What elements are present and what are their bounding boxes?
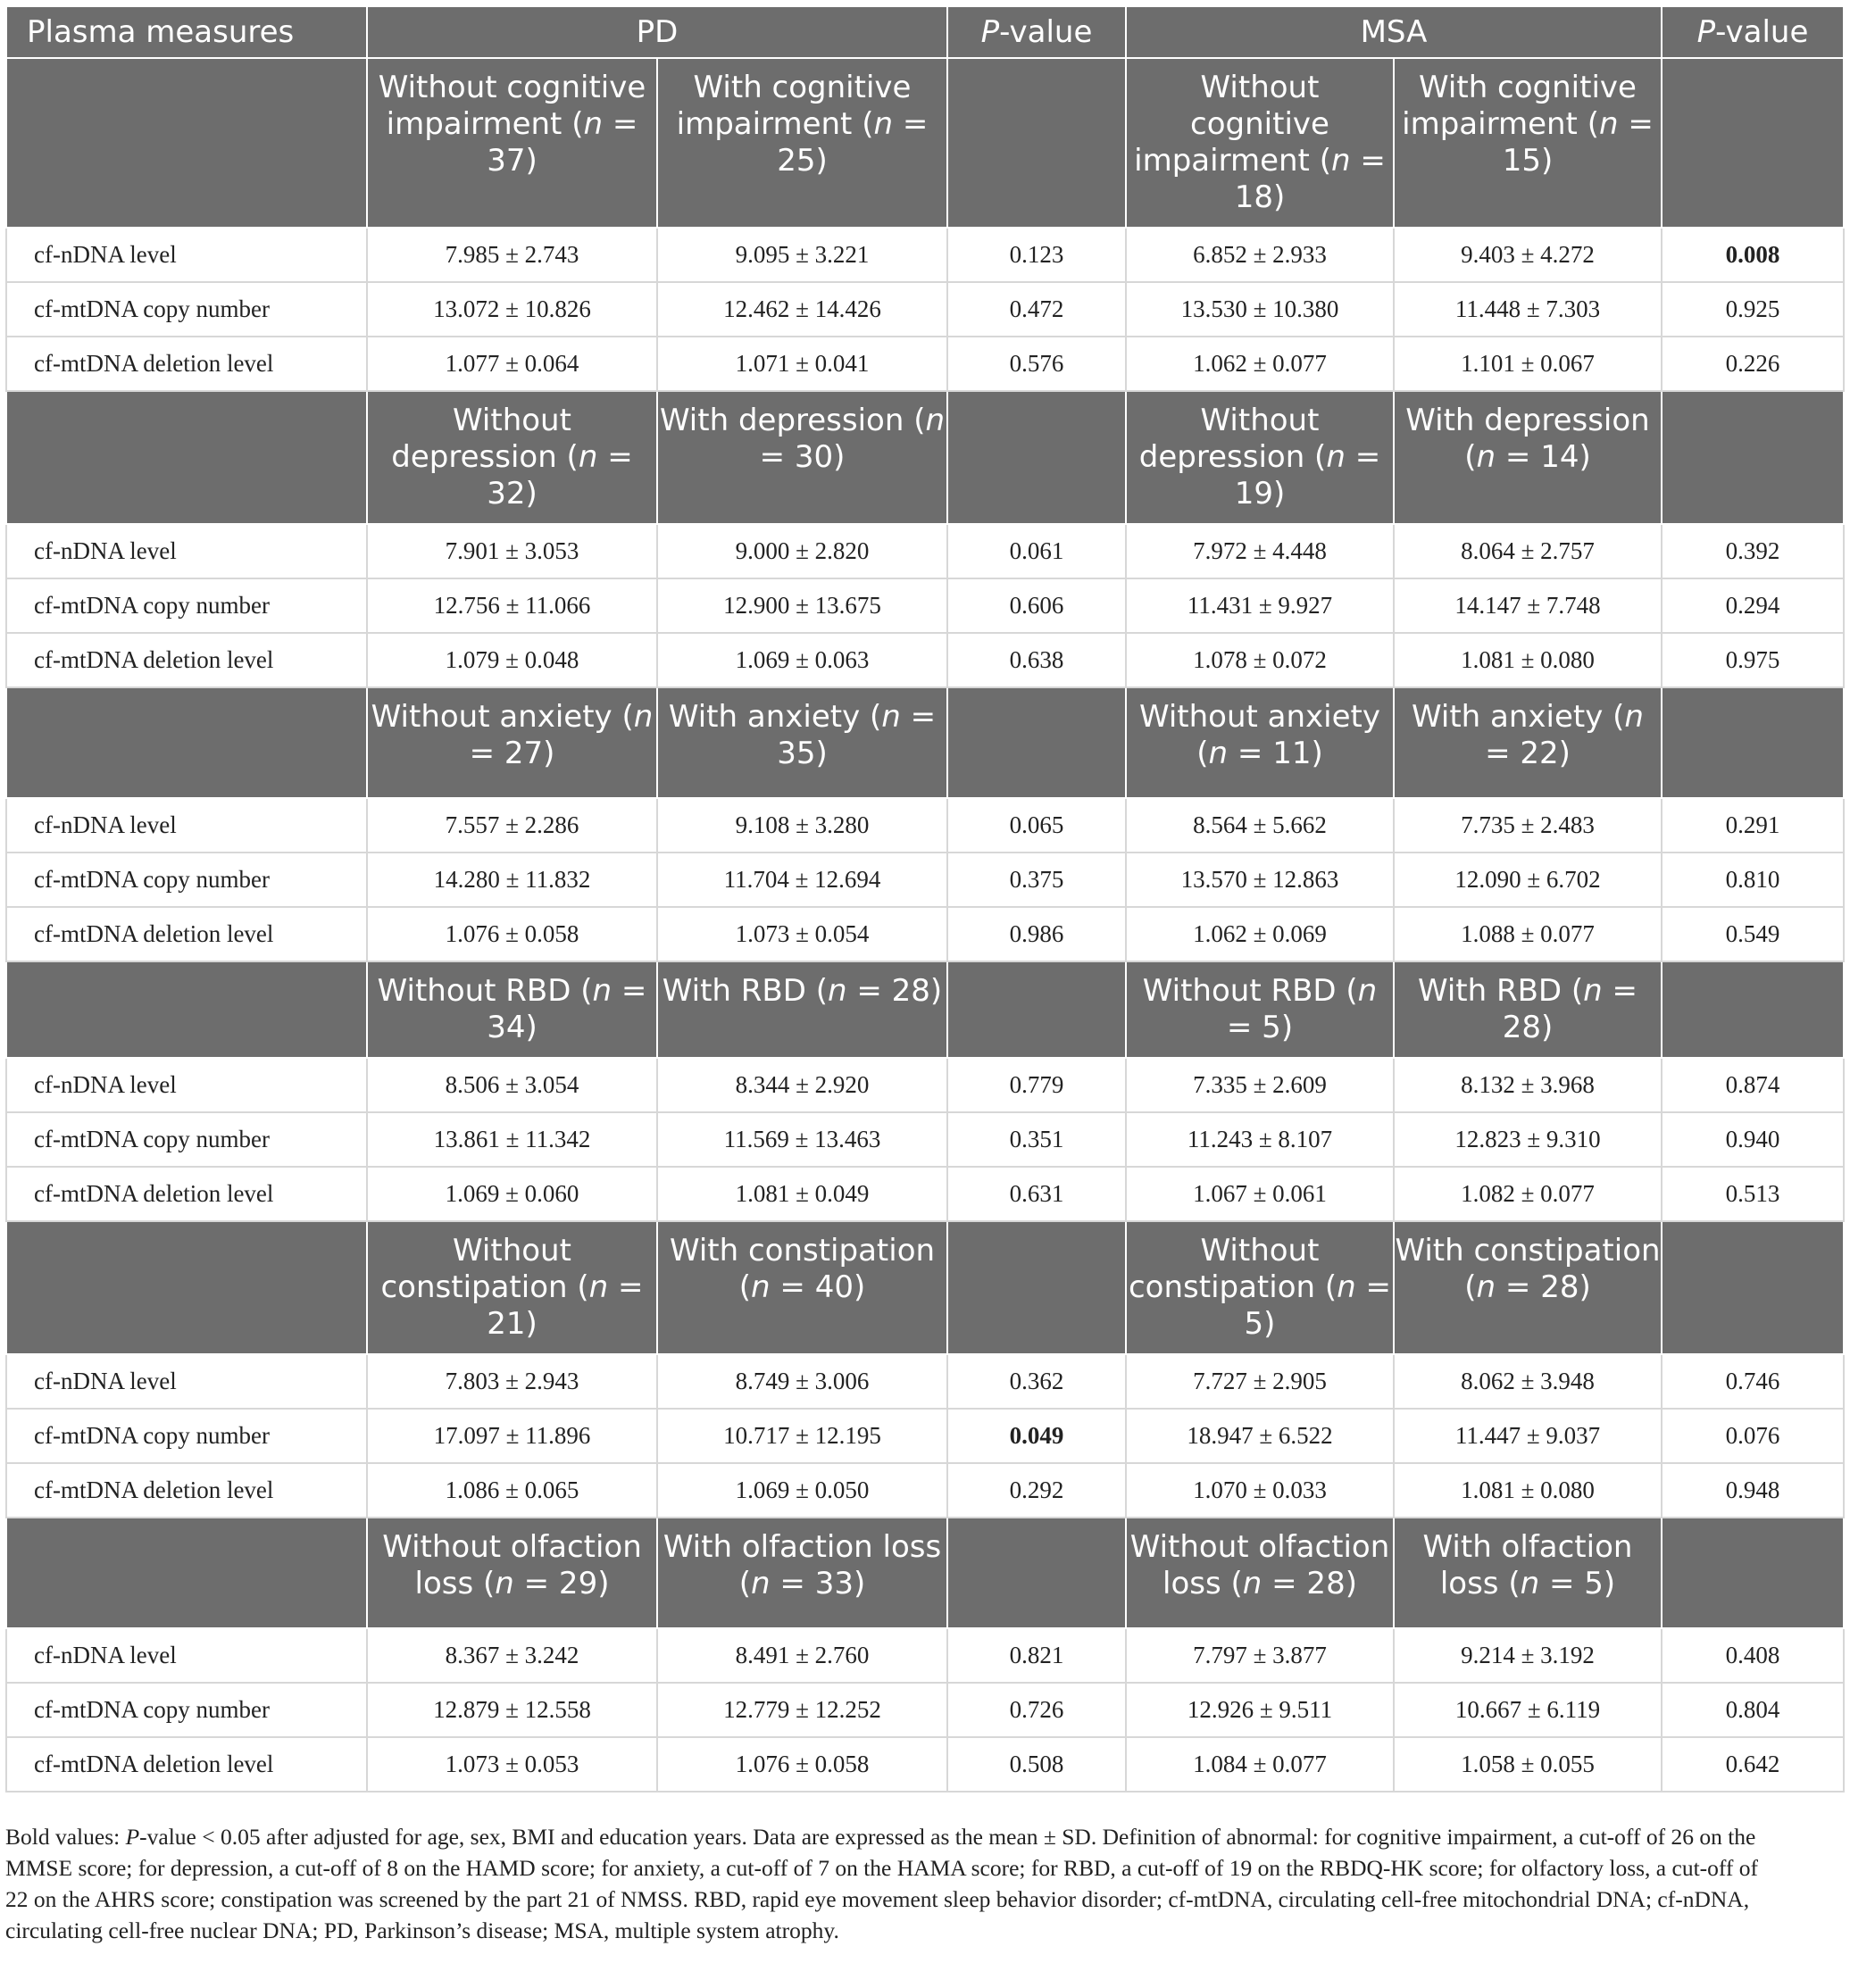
footnote-line-3: 22 on the AHRS score; constipation was screened by the part 21 of NMSS. RBD, rapid eye movement sleep behavior disorder; cf-mtDNA, circulating cell-free mitochondrial DNA; cf-nDNA, [5, 1886, 1750, 1912]
subheader-empty [947, 58, 1126, 228]
subheader-msa-without: Without RBD (n = 5) [1126, 961, 1394, 1058]
cell-msa-p: 0.940 [1662, 1112, 1844, 1167]
table-row [6, 633, 1844, 687]
subheader-empty [1662, 961, 1844, 1058]
subheader-msa-with: With depression (n = 14) [1394, 391, 1662, 524]
cell-pd-with: 9.095 ± 3.221 [657, 228, 947, 282]
group-subheader-row [6, 687, 1844, 798]
row-label: cf-nDNA level [6, 524, 367, 578]
row-label: cf-mtDNA deletion level [6, 907, 367, 961]
cell-msa-p: 0.549 [1662, 907, 1844, 961]
cell-pd-without: 7.803 ± 2.943 [367, 1354, 657, 1409]
cell-pd-p: 0.049 [947, 1409, 1126, 1463]
row-label: cf-nDNA level [6, 798, 367, 853]
cell-pd-without: 8.367 ± 3.242 [367, 1628, 657, 1683]
cell-msa-p: 0.392 [1662, 524, 1844, 578]
cell-msa-without: 1.067 ± 0.061 [1126, 1167, 1394, 1221]
table-row [6, 907, 1844, 961]
subheader-empty [6, 687, 367, 798]
row-label: cf-mtDNA copy number [6, 1683, 367, 1737]
cell-pd-with: 1.069 ± 0.050 [657, 1463, 947, 1518]
cell-pd-without: 13.072 ± 10.826 [367, 282, 657, 337]
cell-pd-with: 8.491 ± 2.760 [657, 1628, 947, 1683]
cell-msa-without: 13.530 ± 10.380 [1126, 282, 1394, 337]
pvalue-rest: -value [999, 13, 1093, 50]
cell-msa-with: 1.081 ± 0.080 [1394, 1463, 1662, 1518]
cell-pd-with: 12.779 ± 12.252 [657, 1683, 947, 1737]
subheader-empty [947, 1221, 1126, 1354]
cell-msa-with: 1.082 ± 0.077 [1394, 1167, 1662, 1221]
cell-pd-p: 0.472 [947, 282, 1126, 337]
cell-pd-with: 1.081 ± 0.049 [657, 1167, 947, 1221]
cell-msa-p: 0.746 [1662, 1354, 1844, 1409]
cell-msa-p: 0.874 [1662, 1058, 1844, 1112]
cell-msa-without: 13.570 ± 12.863 [1126, 853, 1394, 907]
cell-pd-without: 1.079 ± 0.048 [367, 633, 657, 687]
table-row [6, 1463, 1844, 1518]
cell-msa-with: 7.735 ± 2.483 [1394, 798, 1662, 853]
row-label: cf-mtDNA copy number [6, 282, 367, 337]
subheader-msa-without: Without cognitive impairment (n = 18) [1126, 58, 1394, 228]
cell-msa-without: 7.972 ± 4.448 [1126, 524, 1394, 578]
cell-msa-with: 1.058 ± 0.055 [1394, 1737, 1662, 1792]
cell-msa-without: 18.947 ± 6.522 [1126, 1409, 1394, 1463]
row-label: cf-nDNA level [6, 228, 367, 282]
footnote-line-1-text: Bold values: P-value < 0.05 after adjusted for age, sex, BMI and education years. Data are expressed as the mean ± SD. Definition of abnormal: for cognitive impairment, a cut-off of 26 on the [5, 1824, 1756, 1850]
table-row [6, 282, 1844, 337]
cell-pd-without: 12.879 ± 12.558 [367, 1683, 657, 1737]
cell-msa-without: 12.926 ± 9.511 [1126, 1683, 1394, 1737]
row-label: cf-mtDNA copy number [6, 853, 367, 907]
cell-pd-without: 1.076 ± 0.058 [367, 907, 657, 961]
cell-pd-with: 1.069 ± 0.063 [657, 633, 947, 687]
cell-msa-with: 12.823 ± 9.310 [1394, 1112, 1662, 1167]
cell-msa-p: 0.513 [1662, 1167, 1844, 1221]
table-row [6, 337, 1844, 391]
table-row [6, 228, 1844, 282]
cell-msa-p: 0.810 [1662, 853, 1844, 907]
table-row [6, 524, 1844, 578]
cell-pd-p: 0.123 [947, 228, 1126, 282]
subheader-empty [6, 961, 367, 1058]
cell-pd-p: 0.631 [947, 1167, 1126, 1221]
subheader-empty [1662, 1518, 1844, 1628]
subheader-pd-without: Without constipation (n = 21) [367, 1221, 657, 1354]
cell-pd-with: 8.749 ± 3.006 [657, 1354, 947, 1409]
subheader-empty [1662, 391, 1844, 524]
group-subheader-row [6, 391, 1844, 524]
subheader-empty [6, 58, 367, 228]
cell-msa-with: 8.132 ± 3.968 [1394, 1058, 1662, 1112]
group-subheader-row [6, 961, 1844, 1058]
cell-pd-p: 0.362 [947, 1354, 1126, 1409]
cell-msa-p: 0.294 [1662, 578, 1844, 633]
subheader-pd-without: Without anxiety (n = 27) [367, 687, 657, 798]
cell-pd-without: 13.861 ± 11.342 [367, 1112, 657, 1167]
subheader-empty [1662, 687, 1844, 798]
subheader-pd-with: With constipation (n = 40) [657, 1221, 947, 1354]
footnote-line-4: circulating cell-free nuclear DNA; PD, Parkinson’s disease; MSA, multiple system atrophy. [5, 1917, 839, 1943]
table-header-row [6, 6, 1844, 58]
header-pd: PD [367, 6, 947, 58]
footnote-line-2: MMSE score; for depression, a cut-off of 8 on the HAMD score; for anxiety, a cut-off of 7 on the HAMA score; for RBD, a cut-off of 19 on the RBDQ-HK score; for olfactory loss, a cut-off of [5, 1855, 1759, 1881]
cell-msa-without: 1.078 ± 0.072 [1126, 633, 1394, 687]
cell-msa-p: 0.408 [1662, 1628, 1844, 1683]
footnote-line-1 [5, 1821, 1843, 1852]
table-container [5, 5, 1843, 1793]
cell-pd-without: 1.086 ± 0.065 [367, 1463, 657, 1518]
row-label: cf-mtDNA copy number [6, 578, 367, 633]
subheader-empty [6, 391, 367, 524]
row-label: cf-mtDNA copy number [6, 1112, 367, 1167]
cell-pd-p: 0.726 [947, 1683, 1126, 1737]
subheader-pd-without: Without cognitive impairment (n = 37) [367, 58, 657, 228]
cell-msa-p: 0.076 [1662, 1409, 1844, 1463]
cell-msa-without: 7.797 ± 3.877 [1126, 1628, 1394, 1683]
subheader-pd-with: With RBD (n = 28) [657, 961, 947, 1058]
subheader-empty [6, 1221, 367, 1354]
subheader-empty [947, 687, 1126, 798]
cell-pd-with: 1.076 ± 0.058 [657, 1737, 947, 1792]
pvalue-italic-p: P [980, 13, 1000, 50]
cell-msa-p: 0.291 [1662, 798, 1844, 853]
cell-pd-p: 0.061 [947, 524, 1126, 578]
subheader-empty [947, 961, 1126, 1058]
cell-pd-p: 0.292 [947, 1463, 1126, 1518]
plasma-measures-table [5, 5, 1845, 1793]
cell-msa-without: 8.564 ± 5.662 [1126, 798, 1394, 853]
subheader-pd-with: With olfaction loss (n = 33) [657, 1518, 947, 1628]
cell-msa-without: 1.062 ± 0.077 [1126, 337, 1394, 391]
header-msa-pvalue [1662, 6, 1844, 58]
header-plasma-measures: Plasma measures [6, 6, 367, 58]
row-label: cf-mtDNA deletion level [6, 1463, 367, 1518]
row-label: cf-mtDNA deletion level [6, 337, 367, 391]
subheader-msa-with: With olfaction loss (n = 5) [1394, 1518, 1662, 1628]
group-subheader-row [6, 1518, 1844, 1628]
row-label: cf-mtDNA deletion level [6, 1167, 367, 1221]
cell-msa-without: 1.084 ± 0.077 [1126, 1737, 1394, 1792]
cell-msa-p: 0.008 [1662, 228, 1844, 282]
cell-msa-with: 1.081 ± 0.080 [1394, 633, 1662, 687]
table-row [6, 578, 1844, 633]
cell-msa-without: 7.335 ± 2.609 [1126, 1058, 1394, 1112]
table-row [6, 1737, 1844, 1792]
subheader-empty [947, 1518, 1126, 1628]
cell-msa-without: 1.070 ± 0.033 [1126, 1463, 1394, 1518]
header-msa: MSA [1126, 6, 1662, 58]
subheader-msa-with: With RBD (n = 28) [1394, 961, 1662, 1058]
cell-pd-without: 14.280 ± 11.832 [367, 853, 657, 907]
table-row [6, 1058, 1844, 1112]
cell-pd-with: 1.071 ± 0.041 [657, 337, 947, 391]
subheader-msa-with: With cognitive impairment (n = 15) [1394, 58, 1662, 228]
cell-msa-with: 8.062 ± 3.948 [1394, 1354, 1662, 1409]
subheader-empty [947, 391, 1126, 524]
row-label: cf-mtDNA deletion level [6, 633, 367, 687]
group-subheader-row [6, 58, 1844, 228]
table-row [6, 853, 1844, 907]
table-row [6, 1112, 1844, 1167]
cell-msa-without: 7.727 ± 2.905 [1126, 1354, 1394, 1409]
cell-msa-with: 9.403 ± 4.272 [1394, 228, 1662, 282]
pvalue-italic-p: P [1696, 13, 1716, 50]
subheader-empty [6, 1518, 367, 1628]
subheader-pd-without: Without depression (n = 32) [367, 391, 657, 524]
cell-pd-p: 0.065 [947, 798, 1126, 853]
cell-pd-without: 8.506 ± 3.054 [367, 1058, 657, 1112]
cell-pd-without: 1.069 ± 0.060 [367, 1167, 657, 1221]
subheader-msa-without: Without constipation (n = 5) [1126, 1221, 1394, 1354]
cell-msa-p: 0.975 [1662, 633, 1844, 687]
table-footnote [5, 1821, 1843, 1946]
cell-msa-without: 11.243 ± 8.107 [1126, 1112, 1394, 1167]
cell-msa-p: 0.226 [1662, 337, 1844, 391]
cell-pd-p: 0.351 [947, 1112, 1126, 1167]
cell-msa-with: 9.214 ± 3.192 [1394, 1628, 1662, 1683]
cell-pd-with: 12.462 ± 14.426 [657, 282, 947, 337]
cell-pd-with: 12.900 ± 13.675 [657, 578, 947, 633]
cell-pd-with: 1.073 ± 0.054 [657, 907, 947, 961]
subheader-msa-without: Without olfaction loss (n = 28) [1126, 1518, 1394, 1628]
cell-msa-without: 1.062 ± 0.069 [1126, 907, 1394, 961]
cell-pd-p: 0.779 [947, 1058, 1126, 1112]
cell-msa-with: 14.147 ± 7.748 [1394, 578, 1662, 633]
cell-pd-p: 0.508 [947, 1737, 1126, 1792]
cell-pd-p: 0.375 [947, 853, 1126, 907]
cell-msa-p: 0.642 [1662, 1737, 1844, 1792]
cell-pd-without: 12.756 ± 11.066 [367, 578, 657, 633]
pvalue-rest: -value [1715, 13, 1809, 50]
table-row [6, 1628, 1844, 1683]
table-row [6, 1683, 1844, 1737]
subheader-msa-with: With constipation (n = 28) [1394, 1221, 1662, 1354]
cell-pd-p: 0.638 [947, 633, 1126, 687]
subheader-pd-with: With cognitive impairment (n = 25) [657, 58, 947, 228]
subheader-empty [1662, 1221, 1844, 1354]
row-label: cf-mtDNA deletion level [6, 1737, 367, 1792]
cell-pd-p: 0.606 [947, 578, 1126, 633]
cell-pd-without: 7.557 ± 2.286 [367, 798, 657, 853]
subheader-pd-with: With depression (n = 30) [657, 391, 947, 524]
cell-msa-without: 11.431 ± 9.927 [1126, 578, 1394, 633]
subheader-msa-without: Without depression (n = 19) [1126, 391, 1394, 524]
subheader-msa-with: With anxiety (n = 22) [1394, 687, 1662, 798]
cell-pd-with: 9.108 ± 3.280 [657, 798, 947, 853]
subheader-empty [1662, 58, 1844, 228]
cell-msa-without: 6.852 ± 2.933 [1126, 228, 1394, 282]
row-label: cf-mtDNA copy number [6, 1409, 367, 1463]
cell-pd-p: 0.821 [947, 1628, 1126, 1683]
cell-pd-with: 8.344 ± 2.920 [657, 1058, 947, 1112]
table-row [6, 798, 1844, 853]
row-label: cf-nDNA level [6, 1628, 367, 1683]
row-label: cf-nDNA level [6, 1354, 367, 1409]
cell-pd-with: 11.569 ± 13.463 [657, 1112, 947, 1167]
cell-pd-with: 9.000 ± 2.820 [657, 524, 947, 578]
table-row [6, 1354, 1844, 1409]
cell-msa-with: 1.101 ± 0.067 [1394, 337, 1662, 391]
header-pd-pvalue [947, 6, 1126, 58]
cell-pd-p: 0.576 [947, 337, 1126, 391]
subheader-pd-without: Without RBD (n = 34) [367, 961, 657, 1058]
cell-msa-with: 11.448 ± 7.303 [1394, 282, 1662, 337]
table-row [6, 1409, 1844, 1463]
cell-pd-with: 11.704 ± 12.694 [657, 853, 947, 907]
cell-msa-with: 10.667 ± 6.119 [1394, 1683, 1662, 1737]
cell-pd-without: 7.985 ± 2.743 [367, 228, 657, 282]
cell-msa-with: 11.447 ± 9.037 [1394, 1409, 1662, 1463]
table-row [6, 1167, 1844, 1221]
cell-pd-with: 10.717 ± 12.195 [657, 1409, 947, 1463]
row-label: cf-nDNA level [6, 1058, 367, 1112]
subheader-pd-without: Without olfaction loss (n = 29) [367, 1518, 657, 1628]
cell-msa-p: 0.804 [1662, 1683, 1844, 1737]
cell-pd-without: 17.097 ± 11.896 [367, 1409, 657, 1463]
cell-pd-without: 1.073 ± 0.053 [367, 1737, 657, 1792]
cell-pd-without: 1.077 ± 0.064 [367, 337, 657, 391]
subheader-pd-with: With anxiety (n = 35) [657, 687, 947, 798]
subheader-msa-without: Without anxiety (n = 11) [1126, 687, 1394, 798]
cell-msa-with: 8.064 ± 2.757 [1394, 524, 1662, 578]
group-subheader-row [6, 1221, 1844, 1354]
cell-msa-with: 12.090 ± 6.702 [1394, 853, 1662, 907]
cell-pd-p: 0.986 [947, 907, 1126, 961]
cell-msa-with: 1.088 ± 0.077 [1394, 907, 1662, 961]
cell-msa-p: 0.948 [1662, 1463, 1844, 1518]
cell-pd-without: 7.901 ± 3.053 [367, 524, 657, 578]
cell-msa-p: 0.925 [1662, 282, 1844, 337]
